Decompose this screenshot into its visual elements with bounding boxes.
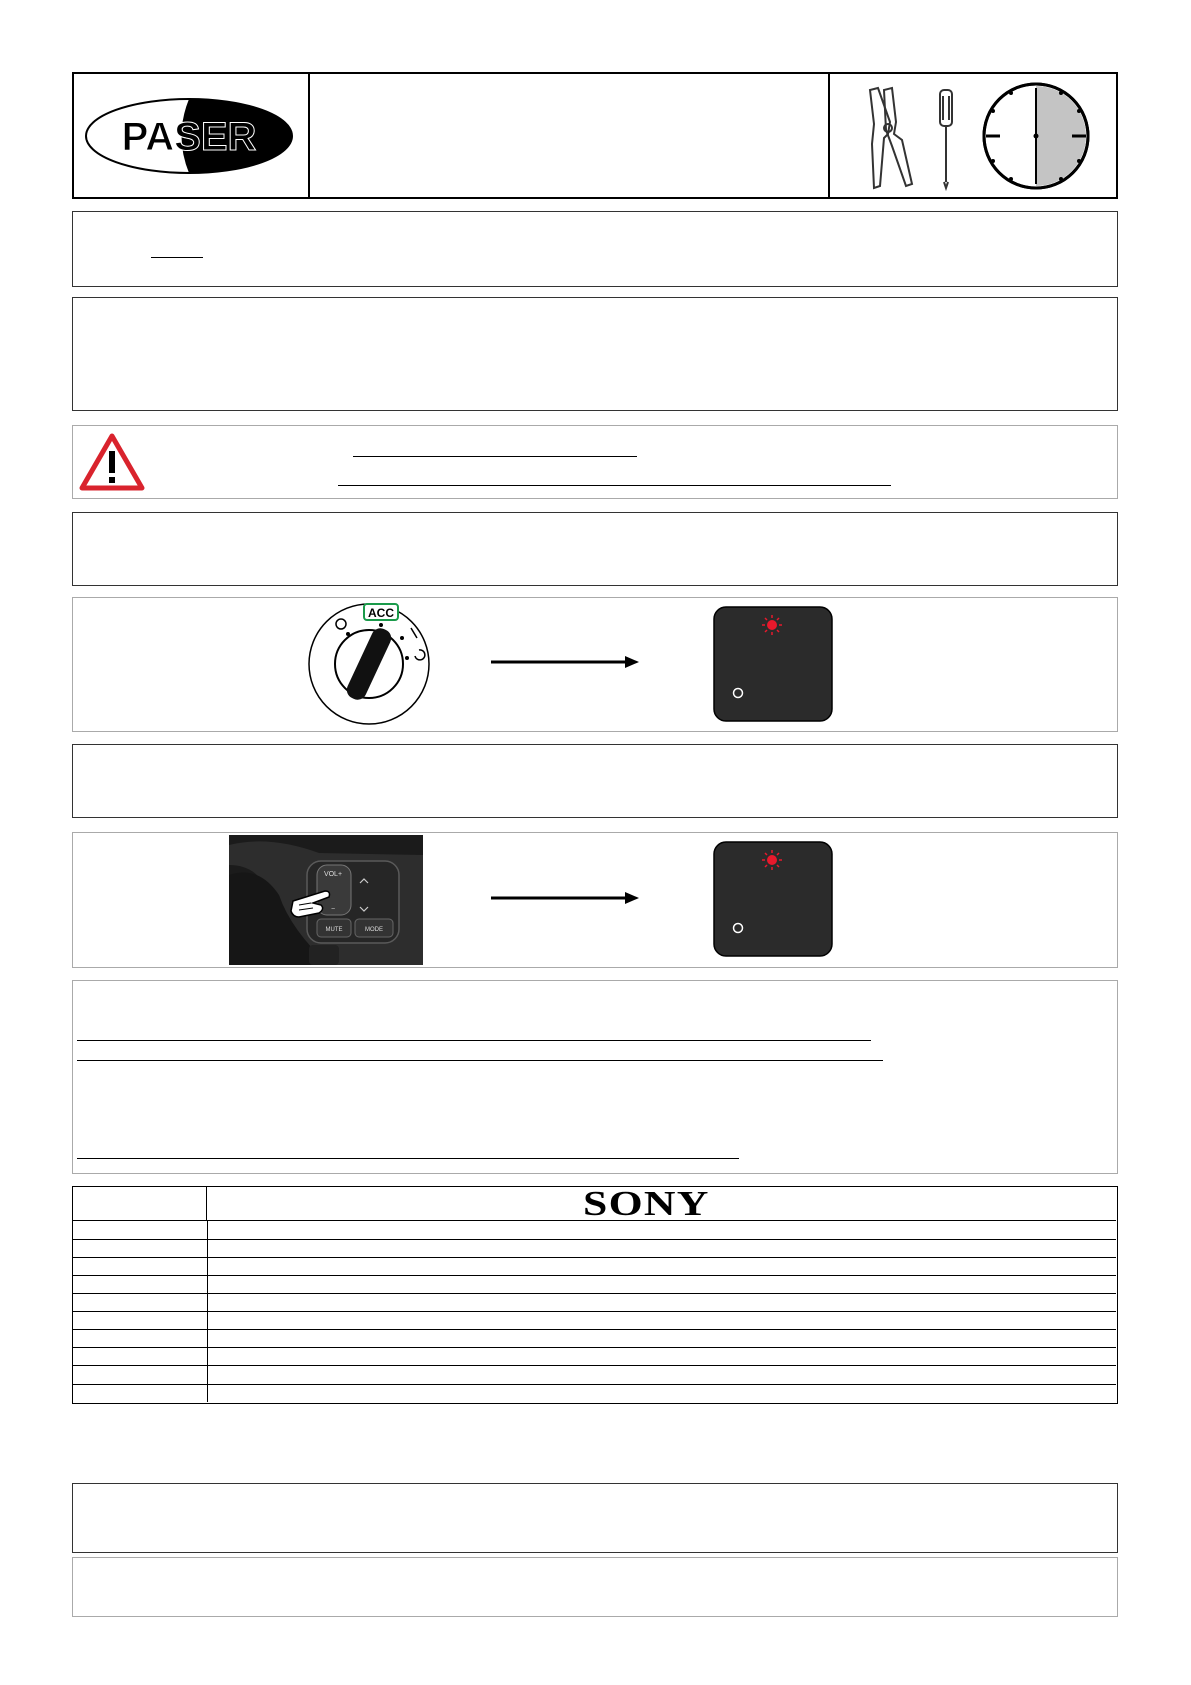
logo-cell (74, 74, 310, 197)
table-row (73, 1384, 1116, 1385)
table-row (73, 1293, 1116, 1294)
table-row (73, 1311, 1116, 1312)
warning-triangle-icon (79, 433, 145, 491)
footer-box-1 (72, 1483, 1118, 1553)
warning-box (72, 425, 1118, 499)
ignition-switch-image (307, 598, 435, 728)
warning-underline-2 (338, 485, 891, 486)
led-interface-image-2 (713, 841, 835, 959)
info-box-2 (72, 297, 1118, 411)
info-box-1 (72, 211, 1118, 287)
info-box-4 (72, 744, 1118, 818)
code-table-header-row (73, 1184, 1116, 1223)
ignition-acc-label: ACC (368, 606, 394, 620)
table-row (73, 1275, 1116, 1276)
sony-logo: SONY (583, 1184, 710, 1223)
clock-icon (984, 84, 1088, 188)
table-row (73, 1239, 1116, 1240)
pliers-icon (870, 88, 912, 188)
table-row (73, 1365, 1116, 1366)
led-red-icon (762, 615, 782, 635)
code-table-body (73, 1221, 1116, 1402)
svg-text:VOL+: VOL+ (323, 871, 343, 878)
step-1-box (72, 597, 1118, 732)
header-bar (72, 72, 1118, 199)
brand-logo-text: PASER (121, 115, 257, 159)
svg-text:−: − (330, 906, 336, 913)
arrow-right-icon-2 (491, 890, 641, 906)
svg-text:MODE: MODE (365, 927, 383, 933)
code-table (72, 1186, 1118, 1404)
table-row (73, 1347, 1116, 1348)
footer-box-2 (72, 1557, 1118, 1617)
notes-underline-2 (77, 1060, 883, 1061)
screwdriver-icon (940, 90, 952, 188)
table-row (73, 1329, 1116, 1330)
notes-underline-1 (77, 1040, 871, 1041)
arrow-right-icon-1 (491, 654, 641, 670)
warning-underline-1 (353, 456, 637, 457)
notes-underline-3 (77, 1158, 739, 1159)
info-box-1-underline (151, 257, 203, 258)
led-red-icon (762, 850, 782, 870)
paser-logo (74, 74, 310, 197)
steering-wheel-controls-image (229, 835, 423, 965)
code-table-header-left-cell (73, 1187, 207, 1221)
svg-text:MUTE: MUTE (325, 927, 343, 933)
notes-box (72, 980, 1118, 1174)
tools-cell (830, 74, 1116, 197)
step-2-box (72, 832, 1118, 968)
led-interface-image-1 (713, 606, 835, 724)
info-box-3 (72, 512, 1118, 586)
header-title-cell (310, 74, 830, 197)
table-row (73, 1257, 1116, 1258)
